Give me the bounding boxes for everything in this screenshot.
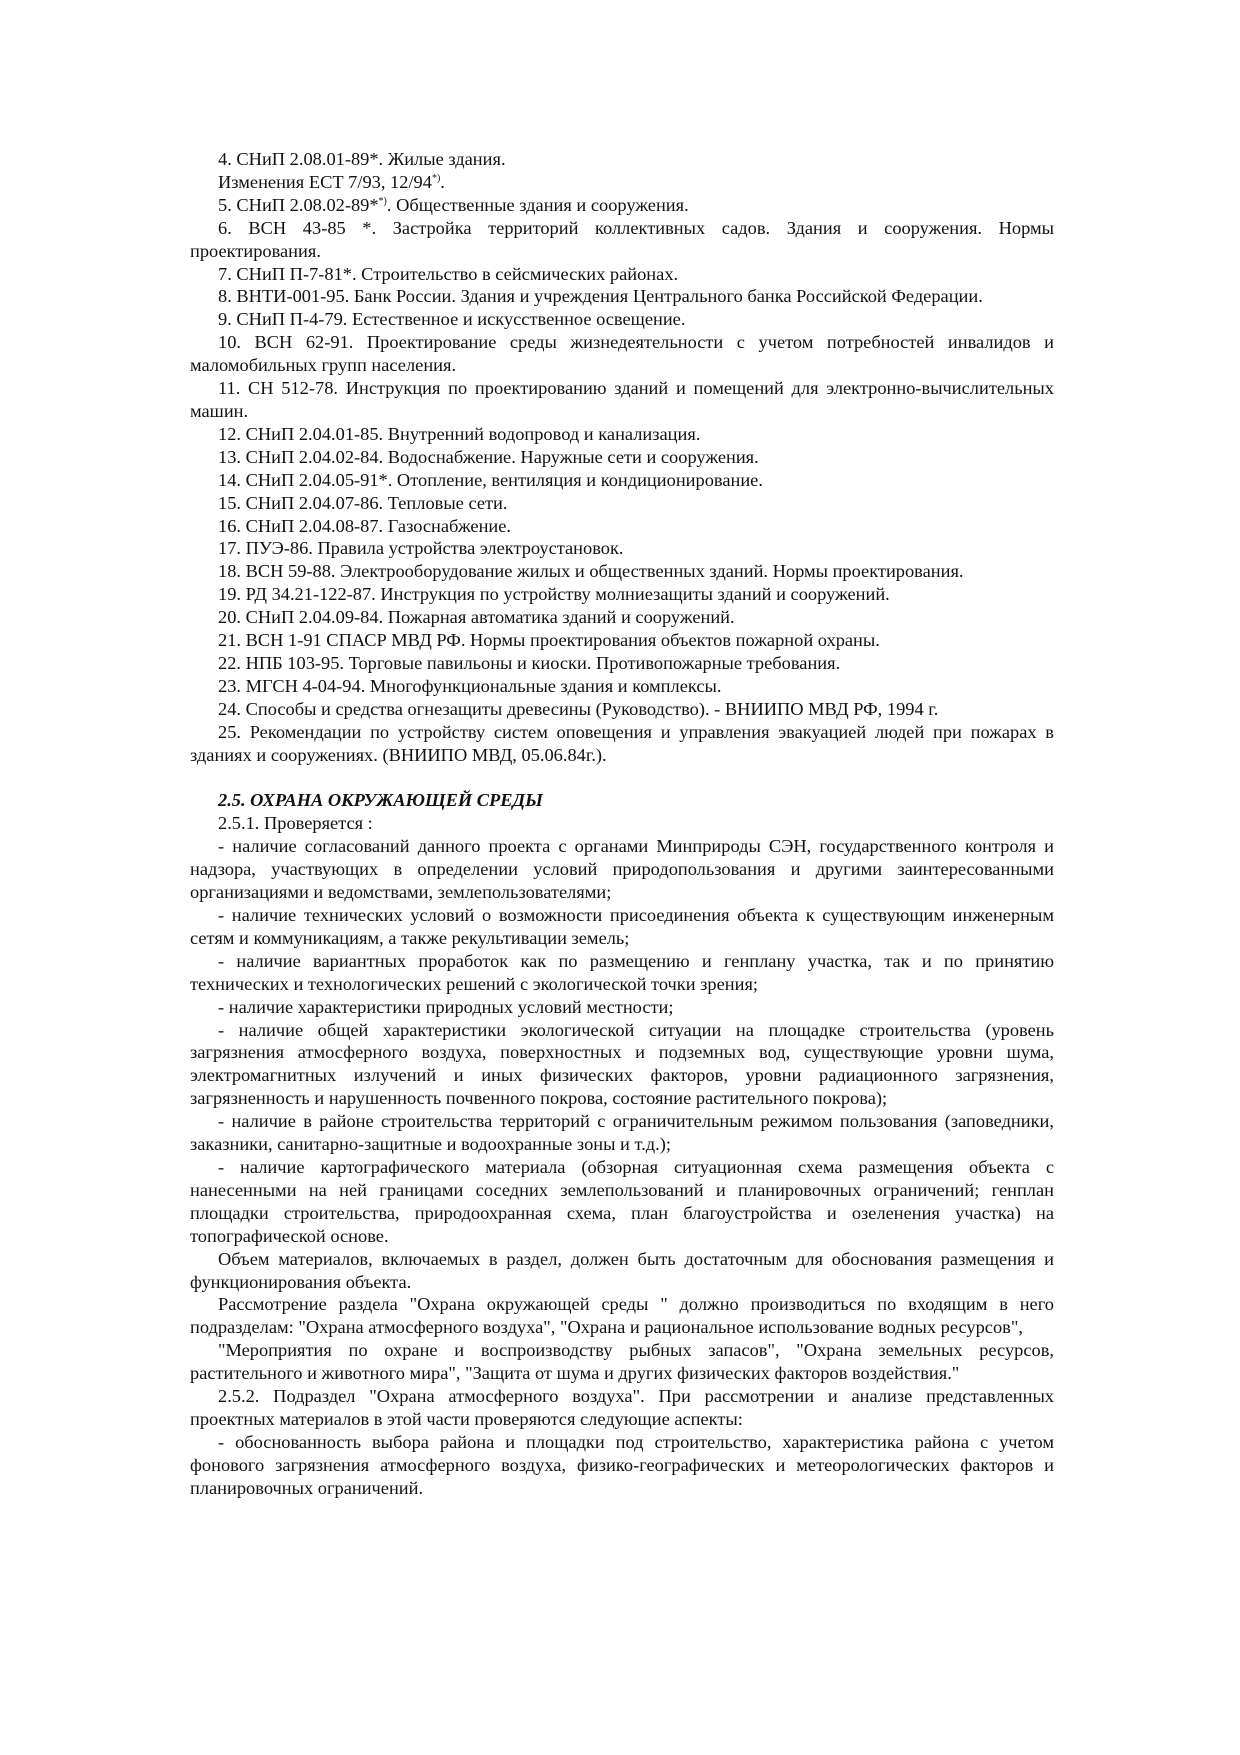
ref-item: 8. ВНТИ-001-95. Банк России. Здания и учреждения Центрального банка Российской Федерации. <box>218 286 983 307</box>
ref-item: 12. СНиП 2.04.01-85. Внутренний водопровод и канализация. <box>218 423 701 444</box>
ref-item <box>190 194 1054 217</box>
ref-item: 18. ВСН 59-88. Электрооборудование жилых и общественных зданий. Нормы проектирования. <box>218 561 964 582</box>
paragraph: Рассмотрение раздела "Охрана окружающей среды " должно производиться по входящим в него подразделам: "Охрана атмосферного воздуха", "Охрана и рациональное использование водных ресурсов", <box>190 1294 1054 1338</box>
paragraph: - наличие картографического материала (обзорная ситуационная схема размещения объекта с нанесенными на ней границами соседних землепользований и планировочных ограничений; генплан площадки строительства, природоохранная схема, план благоустройства и озеленения участка) на топографической основе. <box>190 1156 1054 1246</box>
ref-item: 10. ВСН 62-91. Проектирование среды жизнедеятельности с учетом потребностей инвалидов и маломобильных групп населения. <box>190 332 1054 376</box>
paragraph: - наличие в районе строительства территорий с ограничительным режимом пользования (заповедники, заказники, санитарно-защитные и водоохранные зоны и т.д.); <box>190 1111 1054 1155</box>
paragraph: - наличие характеристики природных условий местности; <box>218 996 674 1017</box>
ref-item: 24. Способы и средства огнезащиты древесины (Руководство). - ВНИИПО МВД РФ, 1994 г. <box>218 698 939 719</box>
paragraph: "Мероприятия по охране и воспроизводству рыбных запасов", "Охрана земельных ресурсов, растительного и животного мира", "Защита от шума и других физических факторов воздействия." <box>190 1340 1054 1384</box>
paragraph: - наличие технических условий о возможности присоединения объекта к существующим инженерным сетям и коммуникациям, а также рекультивации земель; <box>190 905 1054 948</box>
ref-item: 7. СНиП П-7-81*. Строительство в сейсмических районах. <box>218 263 679 284</box>
ref-item: 16. СНиП 2.04.08-87. Газоснабжение. <box>218 515 512 536</box>
ref-item: 14. СНиП 2.04.05-91*. Отопление, вентиляция и кондиционирование. <box>218 469 763 490</box>
paragraph: - обоснованность выбора района и площадки под строительство, характеристика района с учетом фонового загрязнения атмосферного воздуха, физико-географических и метеорологических факторов и планировочных ограничений. <box>190 1431 1054 1498</box>
ref-item: 23. МГСН 4-04-94. Многофункциональные здания и комплексы. <box>218 675 722 696</box>
ref-text: . <box>440 171 445 192</box>
ref-item: 15. СНиП 2.04.07-86. Тепловые сети. <box>218 492 508 513</box>
ref-item: 17. ПУЭ-86. Правила устройства электроустановок. <box>218 538 624 559</box>
ref-item: 21. ВСН 1-91 СПАСР МВД РФ. Нормы проектирования объектов пожарной охраны. <box>218 630 880 651</box>
ref-item: 6. ВСН 43-85 *. Застройка территорий коллективных садов. Здания и сооружения. Нормы проектирования. <box>190 217 1054 261</box>
paragraph: 2.5.1. Проверяется : <box>218 813 373 834</box>
ref-item: 20. СНиП 2.04.09-84. Пожарная автоматика зданий и сооружений. <box>218 607 735 628</box>
document-page <box>190 148 1054 1500</box>
ref-item: 25. Рекомендации по устройству систем оповещения и управления эвакуацией людей при пожарах в зданиях и сооружениях. (ВНИИПО МВД, 05.06.84г.). <box>190 721 1054 765</box>
ref-item: 4. СНиП 2.08.01-89*. Жилые здания. <box>218 149 506 169</box>
ref-text: 5. СНиП 2.08.02-89* <box>218 194 379 215</box>
section-heading: 2.5. ОХРАНА ОКРУЖАЮЩЕЙ СРЕДЫ <box>218 790 543 811</box>
paragraph: - наличие вариантных проработок как по размещению и генплану участка, так и по принятию технических и технологических решений с экологической точки зрения; <box>190 950 1054 994</box>
ref-item: 11. СН 512-78. Инструкция по проектированию зданий и помещений для электронно-вычислительных машин. <box>190 378 1054 421</box>
footnote-mark: *) <box>378 195 387 207</box>
paragraph: Объем материалов, включаемых в раздел, должен быть достаточным для обоснования размещения и функционирования объекта. <box>190 1248 1054 1292</box>
ref-item <box>190 171 1054 194</box>
spacer <box>190 766 1054 789</box>
ref-item: 22. НПБ 103-95. Торговые павильоны и киоски. Противопожарные требования. <box>218 652 841 673</box>
footnote-mark: *) <box>431 172 441 184</box>
paragraph: - наличие общей характеристики экологической ситуации на площадке строительства (уровень загрязнения атмосферного воздуха, поверхностных и подземных вод, существующие уровни шума, электромагнитных излучений и иных физических факторов, уровни радиационного загрязнения, загрязненность и нарушенность почвенного покрова, состояние растительного покрова); <box>190 1019 1054 1109</box>
ref-text: Изменения ЕСТ 7/93, 12/94 <box>218 171 432 192</box>
ref-item: 9. СНиП П-4-79. Естественное и искусственное освещение. <box>218 309 686 330</box>
ref-text: . Общественные здания и сооружения. <box>386 194 689 215</box>
ref-item: 19. РД 34.21-122-87. Инструкция по устройству молниезащиты зданий и сооружений. <box>218 584 890 605</box>
paragraph: 2.5.2. Подраздел "Охрана атмосферного воздуха". При рассмотрении и анализе представленных проектных материалов в этой части проверяются следующие аспекты: <box>190 1386 1054 1429</box>
paragraph: - наличие согласований данного проекта с органами Минприроды СЭН, государственного контроля и надзора, участвующих в определении условий природопользования и другими заинтересованными организациями и ведомствами, землепользователями; <box>190 836 1054 903</box>
ref-item: 13. СНиП 2.04.02-84. Водоснабжение. Наружные сети и сооружения. <box>218 446 759 467</box>
